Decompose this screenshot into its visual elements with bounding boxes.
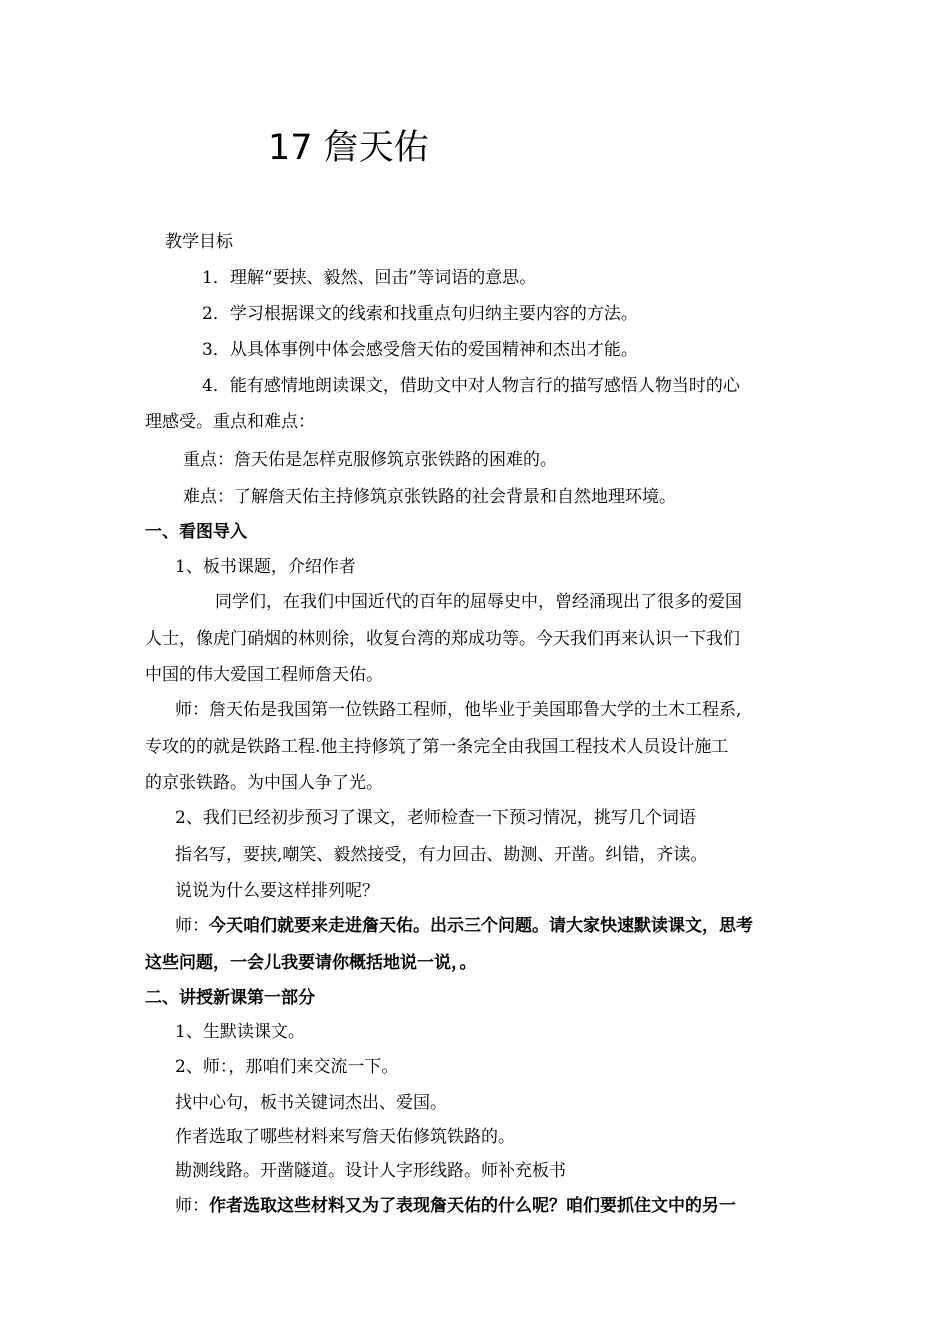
intro-paragraph-line-2: 人士，像虎门硝烟的林则徐，收复台湾的郑成功等。今天我们再来认识一下我们 [145, 629, 740, 649]
section-2-step-1: 1、生默读课文。 [175, 1022, 305, 1042]
materials-line: 作者选取了哪些材料来写詹天佑修筑铁路的。 [175, 1127, 515, 1147]
teacher-bold-line-1 [175, 914, 753, 938]
teacher-bold-text: 今天咱们就要来走进詹天佑。出示三个问题。请大家快速默读课文，思考 [209, 916, 753, 936]
section-1-heading: 一、看图导入 [145, 522, 247, 542]
teacher-label: 师： [175, 916, 209, 936]
final-question-line [175, 1194, 736, 1218]
teacher-paragraph-line-2: 专攻的的就是铁路工程.他主持修筑了第一条完全由我国工程技术人员设计施工 [145, 737, 729, 757]
objective-item-1: 1．理解“要挟、毅然、回击”等词语的意思。 [202, 268, 537, 288]
objectives-heading: 教学目标 [165, 232, 233, 252]
objective-item-4-continued: 理感受。重点和难点： [145, 412, 315, 432]
center-sentence-line: 找中心句，板书关键词杰出、爱国。 [175, 1093, 447, 1113]
key-point: 重点：詹天佑是怎样克服修筑京张铁路的困难的。 [183, 450, 557, 470]
teacher-bold-line-2: 这些问题，一会儿我要请你概括地说一说，。 [145, 953, 477, 973]
objective-item-4: 4．能有感情地朗读课文，借助文中对人物言行的描写感悟人物当时的心 [202, 376, 740, 396]
teacher-paragraph-line-1: 师：詹天佑是我国第一位铁路工程师，他毕业于美国耶鲁大学的土木工程系, [175, 700, 742, 720]
final-bold-text: 作者选取这些材料又为了表现詹天佑的什么呢？咱们要抓住文中的另一 [209, 1196, 736, 1216]
page-title: 17 詹天佑 [268, 128, 429, 168]
question-line: 说说为什么要这样排列呢？ [175, 881, 379, 901]
objective-item-2: 2．学习根据课文的线索和找重点句归纳主要内容的方法。 [202, 304, 638, 324]
intro-paragraph-line-3: 中国的伟大爱国工程师詹天佑。 [145, 665, 383, 685]
section-2-step-2: 2、师：，那咱们来交流一下。 [175, 1057, 399, 1077]
intro-paragraph-line-1: 同学们，在我们中国近代的百年的屈辱史中，曾经涌现出了很多的爱国 [215, 592, 742, 612]
difficult-point: 难点：了解詹天佑主持修筑京张铁路的社会背景和自然地理环境。 [183, 487, 676, 507]
section-2-heading: 二、讲授新课第一部分 [145, 988, 315, 1008]
section-1-step-1: 1、板书课题，介绍作者 [175, 557, 356, 577]
answer-line: 勘测线路。开凿隧道。设计人字形线路。师补充板书 [175, 1161, 566, 1181]
section-1-step-2: 2、我们已经初步预习了课文，老师检查一下预习情况，挑写几个词语 [175, 808, 696, 828]
teacher-paragraph-line-3: 的京张铁路。为中国人争了光。 [145, 773, 383, 793]
dictation-line: 指名写，要挟,嘲笑、毅然接受，有力回击、勘测、开凿。纠错，齐读。 [175, 845, 708, 865]
objective-item-3: 3．从具体事例中体会感受詹天佑的爱国精神和杰出才能。 [202, 340, 638, 360]
teacher-label: 师： [175, 1196, 209, 1216]
